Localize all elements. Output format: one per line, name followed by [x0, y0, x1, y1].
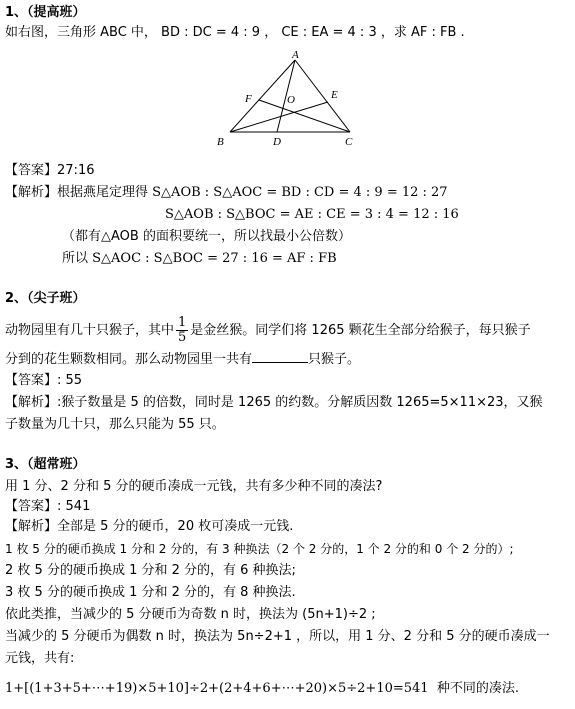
q2-problem-line1 [5, 316, 531, 345]
q3-analysis-line1: 全部是 5 分的硬币，20 枚可凑成一元钱. [57, 519, 294, 534]
q2-analysis-row1 [5, 394, 543, 412]
q3-answer-label: 【答案】: [5, 499, 62, 514]
label-F: F [245, 93, 252, 105]
q2-problem-d: 只猴子。 [308, 352, 361, 367]
q1-title: 1、（提高班） [5, 5, 86, 20]
q3-line6: 当减少的 5 分硬币为偶数 n 时，换法为 5n÷2+1 ，所以，用 1 分、2 分和 5 分的硬币凑成一 [5, 629, 550, 644]
q1-analysis-line3: （都有△AOB 的面积要统一，所以找最小公倍数） [62, 229, 351, 244]
q1-problem: 如右图，三角形 ABC 中， BD : DC = 4 : 9 ， CE : EA = 4 : 3 ，求 AF : FB . [5, 25, 465, 40]
fraction-one-fifth [176, 316, 188, 345]
q3-line7: 元钱，共有: [5, 651, 75, 666]
q1-analysis-line1: 根据燕尾定理得 S△AOB : S△AOC = BD : CD = 4 : 9 = 12 : 27 [57, 185, 448, 200]
q2-answer: 55 [65, 373, 83, 388]
q1-answer-row [5, 162, 94, 180]
q1-answer-label: 【答案】 [5, 163, 58, 178]
q1-analysis-row1 [5, 184, 448, 202]
q1-analysis-line2: S△AOB : S△BOC = AE : CE = 3 : 4 = 12 : 16 [165, 207, 459, 222]
q2-answer-row [5, 372, 82, 390]
q1-analysis-line4: 所以 S△AOC : S△BOC = 27 : 16 = AF : FB [62, 251, 337, 266]
q3-formula-row [5, 680, 519, 698]
frac-denominator: 5 [178, 330, 187, 345]
q2-analysis-line2: 子数量为几十只，那么只能为 55 只。 [5, 417, 225, 432]
q2-title: 2、（尖子班） [5, 291, 86, 306]
q3-line5: 依此类推，当减少的 5 分硬币为奇数 n 时，换法为 (5n+1)÷2 ; [5, 607, 376, 622]
label-C: C [345, 136, 353, 148]
q3-line2: 1 枚 5 分的硬币换成 1 分和 2 分的，有 3 种换法（2 个 2 分的，1 个 2 分的和 0 个 2 分的）; [5, 542, 514, 556]
q2-problem-a: 动物园里有几十只猴子，其中 [5, 323, 175, 338]
q1-analysis-label: 【解析】 [5, 185, 58, 200]
q3-formula: 1+[(1+3+5+⋯+19)×5+10]÷2+(2+4+6+⋯+20)×5÷2+10=541 [5, 681, 429, 696]
answer-blank [252, 350, 308, 363]
q2-problem-c: 分到的花生颗数相同。那么动物园里一共有 [5, 352, 253, 367]
q3-answer: 541 [65, 499, 91, 514]
label-E: E [331, 89, 338, 101]
label-B: B [217, 136, 224, 148]
q3-answer-row [5, 498, 90, 516]
q3-formula-tail: 种不同的凑法. [436, 681, 519, 696]
q2-problem-b: 是金丝猴。同学们将 1265 颗花生全部分给猴子，每只猴子 [190, 323, 531, 338]
triangle-figure [215, 50, 365, 150]
q2-answer-label: 【答案】: [5, 373, 62, 388]
label-A: A [292, 50, 299, 61]
q3-line3: 2 枚 5 分的硬币换成 1 分和 2 分的，有 6 种换法; [5, 563, 296, 578]
frac-numerator: 1 [178, 315, 187, 330]
q2-analysis-line1: 猴子数量是 5 的倍数，同时是 1265 的约数。分解质因数 1265=5×11×23，又猴 [61, 395, 543, 410]
q2-problem-line2 [5, 350, 360, 369]
q3-title: 3、（超常班） [5, 457, 86, 472]
q3-problem: 用 1 分、2 分和 5 分的硬币凑成一元钱，共有多少种不同的凑法? [5, 479, 383, 494]
q3-analysis-label: 【解析】 [5, 519, 58, 534]
q1-answer: 27:16 [57, 163, 95, 178]
q2-analysis-label: 【解析】: [5, 395, 62, 410]
q3-analysis-row1 [5, 518, 293, 536]
label-D: D [273, 136, 281, 148]
q3-line4: 3 枚 5 分的硬币换成 1 分和 2 分的，有 8 种换法. [5, 585, 296, 600]
label-O: O [287, 94, 295, 106]
